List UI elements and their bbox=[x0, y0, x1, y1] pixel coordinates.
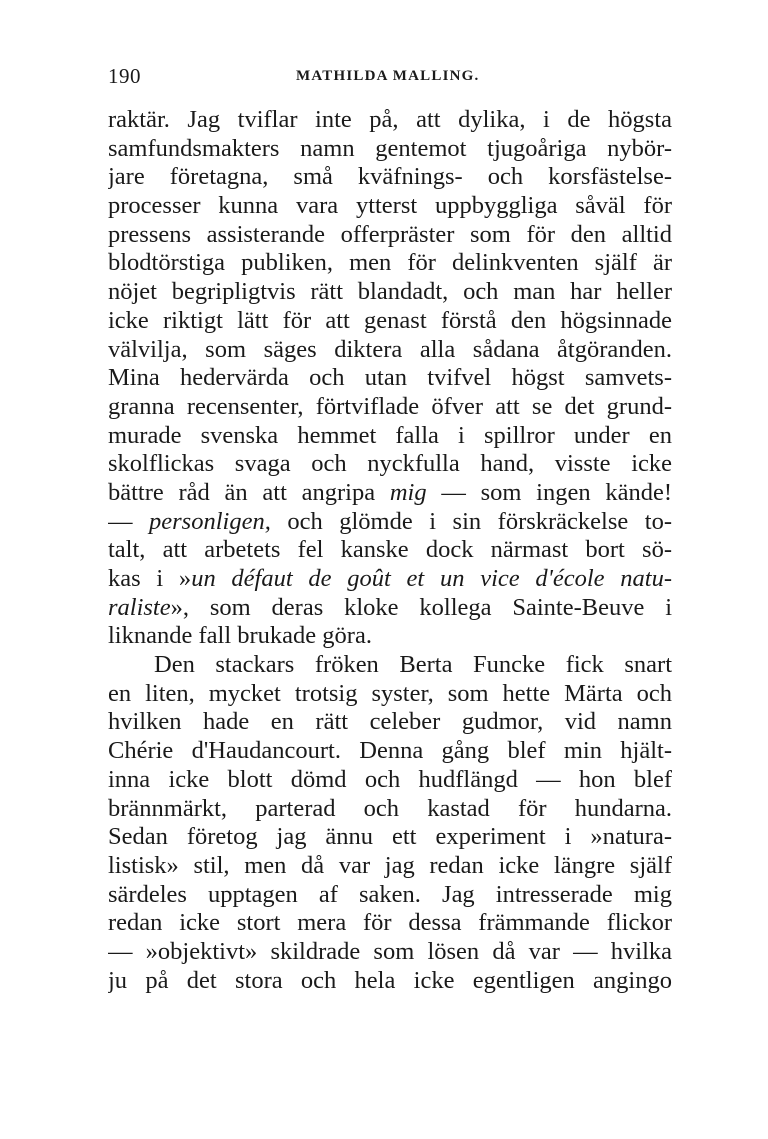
text-line: granna recensenter, förtviflade öfver att se det grund- bbox=[108, 392, 672, 420]
quote-text: raliste bbox=[108, 593, 171, 621]
quote-text: un défaut de goût et un vice d'école natu- bbox=[191, 565, 672, 592]
text-line: murade svenska hemmet falla i spillror under en bbox=[108, 421, 672, 449]
text-line: brännmärkt, parterad och kastad för hundarna. bbox=[108, 794, 672, 822]
text-line: Sedan företog jag ännu ett experiment i »natura- bbox=[108, 823, 672, 851]
body-text bbox=[108, 106, 672, 995]
text-line: nöjet begripligtvis rätt blandadt, och man har heller bbox=[108, 278, 672, 306]
text-line: samfundsmakters namn gentemot tjugoåriga nybör- bbox=[108, 134, 672, 162]
text-line: blodtörstiga publiken, men för delinkventen själf är bbox=[108, 249, 672, 277]
text-line: Mina hedervärda och utan tvifvel högst samvets- bbox=[108, 364, 672, 392]
emphasis-text: mig bbox=[389, 478, 427, 506]
text-line: skolflickas svaga och nyckfulla hand, visste icke bbox=[108, 450, 672, 478]
text-line: raliste», som deras kloke kollega Sainte-Beuve i bbox=[108, 593, 672, 621]
running-head: MATHILDA MALLING. bbox=[296, 68, 480, 84]
text-line: välvilja, som säges diktera alla sådana åtgöranden. bbox=[108, 335, 672, 363]
text-line: kas i »un défaut de goût et un vice d'école natu- bbox=[108, 565, 672, 592]
text-line: pressens assisterande offerpräster som för den alltid bbox=[108, 220, 672, 248]
text-line: Chérie d'Haudancourt. Denna gång blef min hjält- bbox=[108, 737, 672, 765]
text-line: processer kunna vara ytterst uppbyggliga såväl för bbox=[108, 192, 672, 220]
text-line: bättre råd än att angripa mig — som ingen kände! bbox=[108, 478, 672, 506]
emphasis-text: personligen, bbox=[149, 507, 271, 535]
text-line-paragraph-start: Den stackars fröken Berta Funcke fick snart bbox=[154, 651, 672, 679]
text-line: — »objektivt» skildrade som lösen då var — hvilka bbox=[108, 937, 672, 965]
text-line: redan icke stort mera för dessa främmande flickor bbox=[108, 909, 672, 937]
text-line-paragraph-end: liknande fall brukade göra. bbox=[108, 622, 372, 650]
text-line: inna icke blott dömd och hudflängd — hon blef bbox=[108, 765, 672, 793]
text-line: listisk» stil, men då var jag redan icke längre själf bbox=[108, 851, 672, 879]
text-line: ju på det stora och hela icke egentligen angingo bbox=[108, 966, 672, 994]
page-number: 190 bbox=[108, 64, 141, 88]
text-line: raktär. Jag tviflar inte på, att dylika, i de högsta bbox=[108, 106, 672, 133]
page-header bbox=[108, 64, 672, 94]
text-line: särdeles upptagen af saken. Jag intresserade mig bbox=[108, 880, 672, 908]
text-line: — personligen, och glömde i sin förskräckelse to- bbox=[108, 507, 672, 535]
text-line: en liten, mycket trotsig syster, som hette Märta och bbox=[108, 679, 672, 707]
text-line: jare företagna, små kväfnings- och korsfästelse- bbox=[108, 163, 672, 191]
text-line: hvilken hade en rätt celeber gudmor, vid namn bbox=[108, 708, 672, 736]
text-line: talt, att arbetets fel kanske dock närmast bort sö- bbox=[108, 536, 672, 564]
text-line: icke riktigt lätt för att genast förstå den högsinnade bbox=[108, 306, 672, 334]
